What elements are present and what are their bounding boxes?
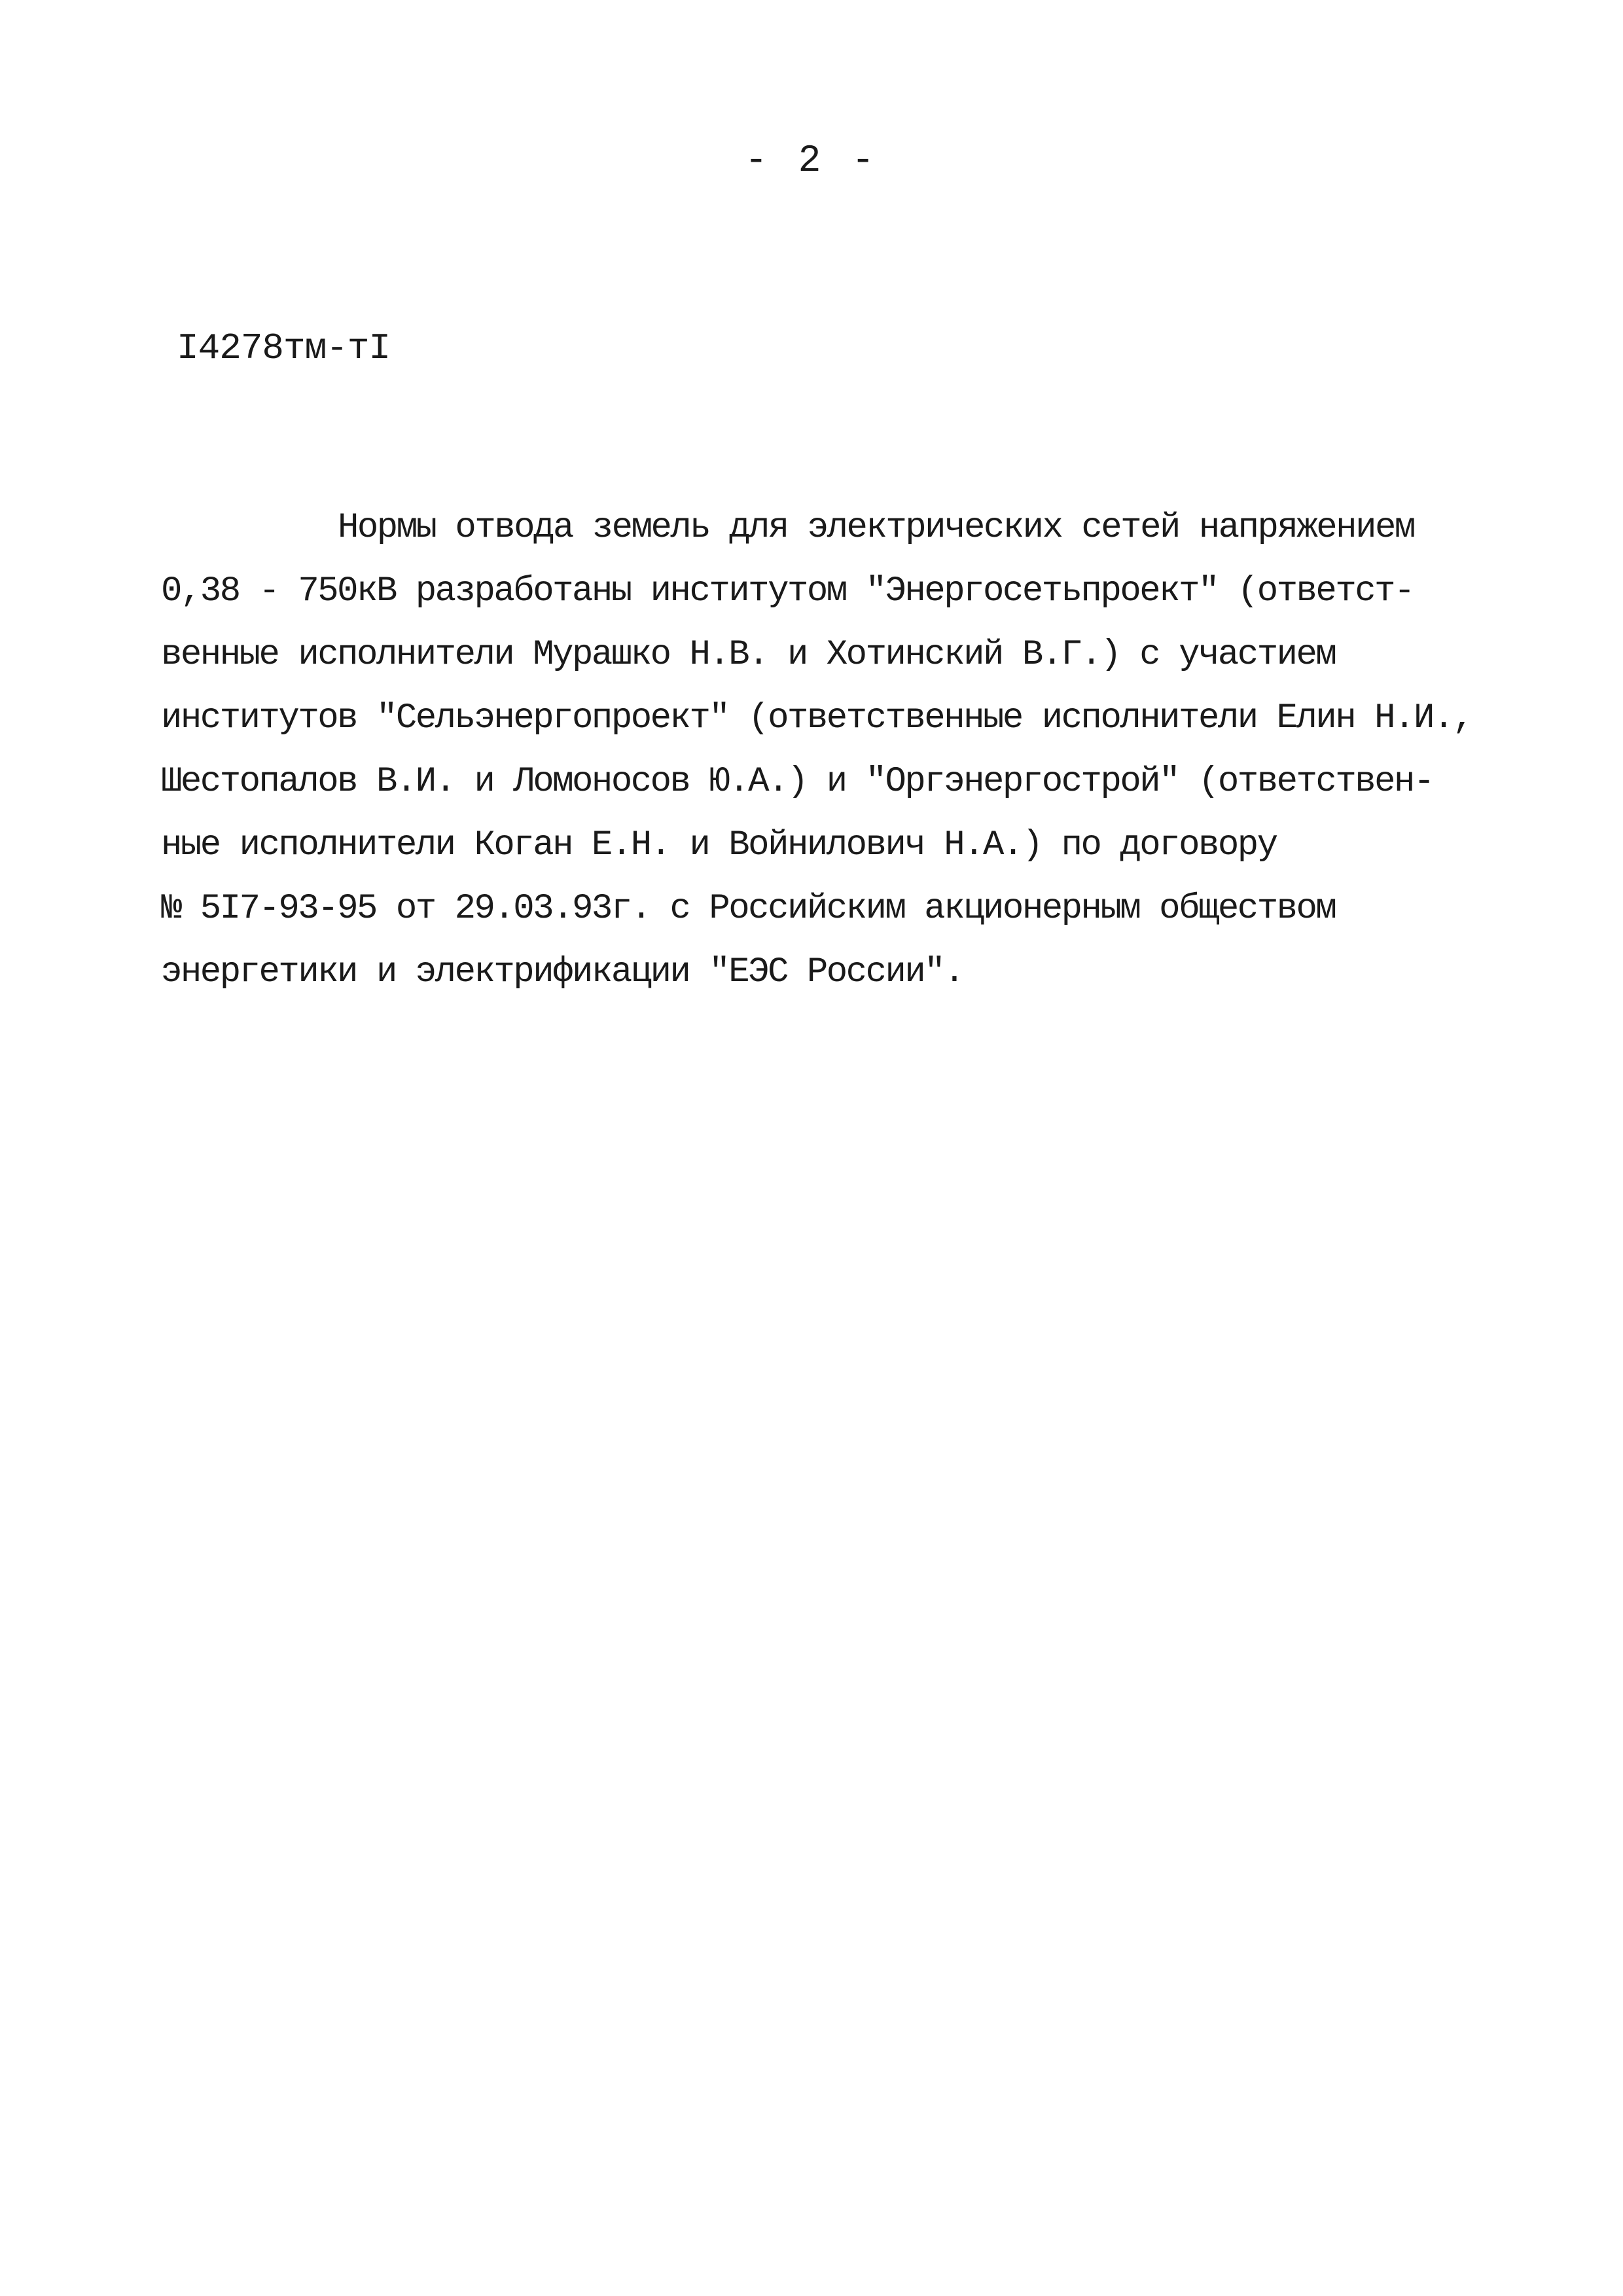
paragraph-line: № 5I7-93-95 от 29.03.93г. с Российским акционерным обществом (161, 889, 1336, 929)
document-code: I4278тм-тI (177, 327, 391, 369)
paragraph-line: Шестопалов В.И. и Ломоносов Ю.А.) и "Оргэнергострой" (ответствен- (161, 762, 1433, 802)
paragraph-line: энергетики и электрификации "ЕЭС России". (161, 952, 964, 992)
paragraph-line: 0,38 - 750кВ разработаны институтом "Энергосетьпроект" (ответст- (161, 571, 1414, 611)
paragraph-line: Нормы отвода земель для электрических сетей напряжением (338, 508, 1414, 548)
page-number: - 2 - (744, 140, 879, 183)
body-paragraph (161, 496, 1470, 1004)
paragraph-line: венные исполнители Мурашко Н.В. и Хотинский В.Г.) с участием (161, 635, 1336, 675)
paragraph-line: ные исполнители Коган Е.Н. и Войнилович Н.А.) по договору (161, 825, 1277, 865)
paragraph-line: институтов "Сельэнергопроект" (ответственные исполнители Елин Н.И., (161, 698, 1472, 738)
